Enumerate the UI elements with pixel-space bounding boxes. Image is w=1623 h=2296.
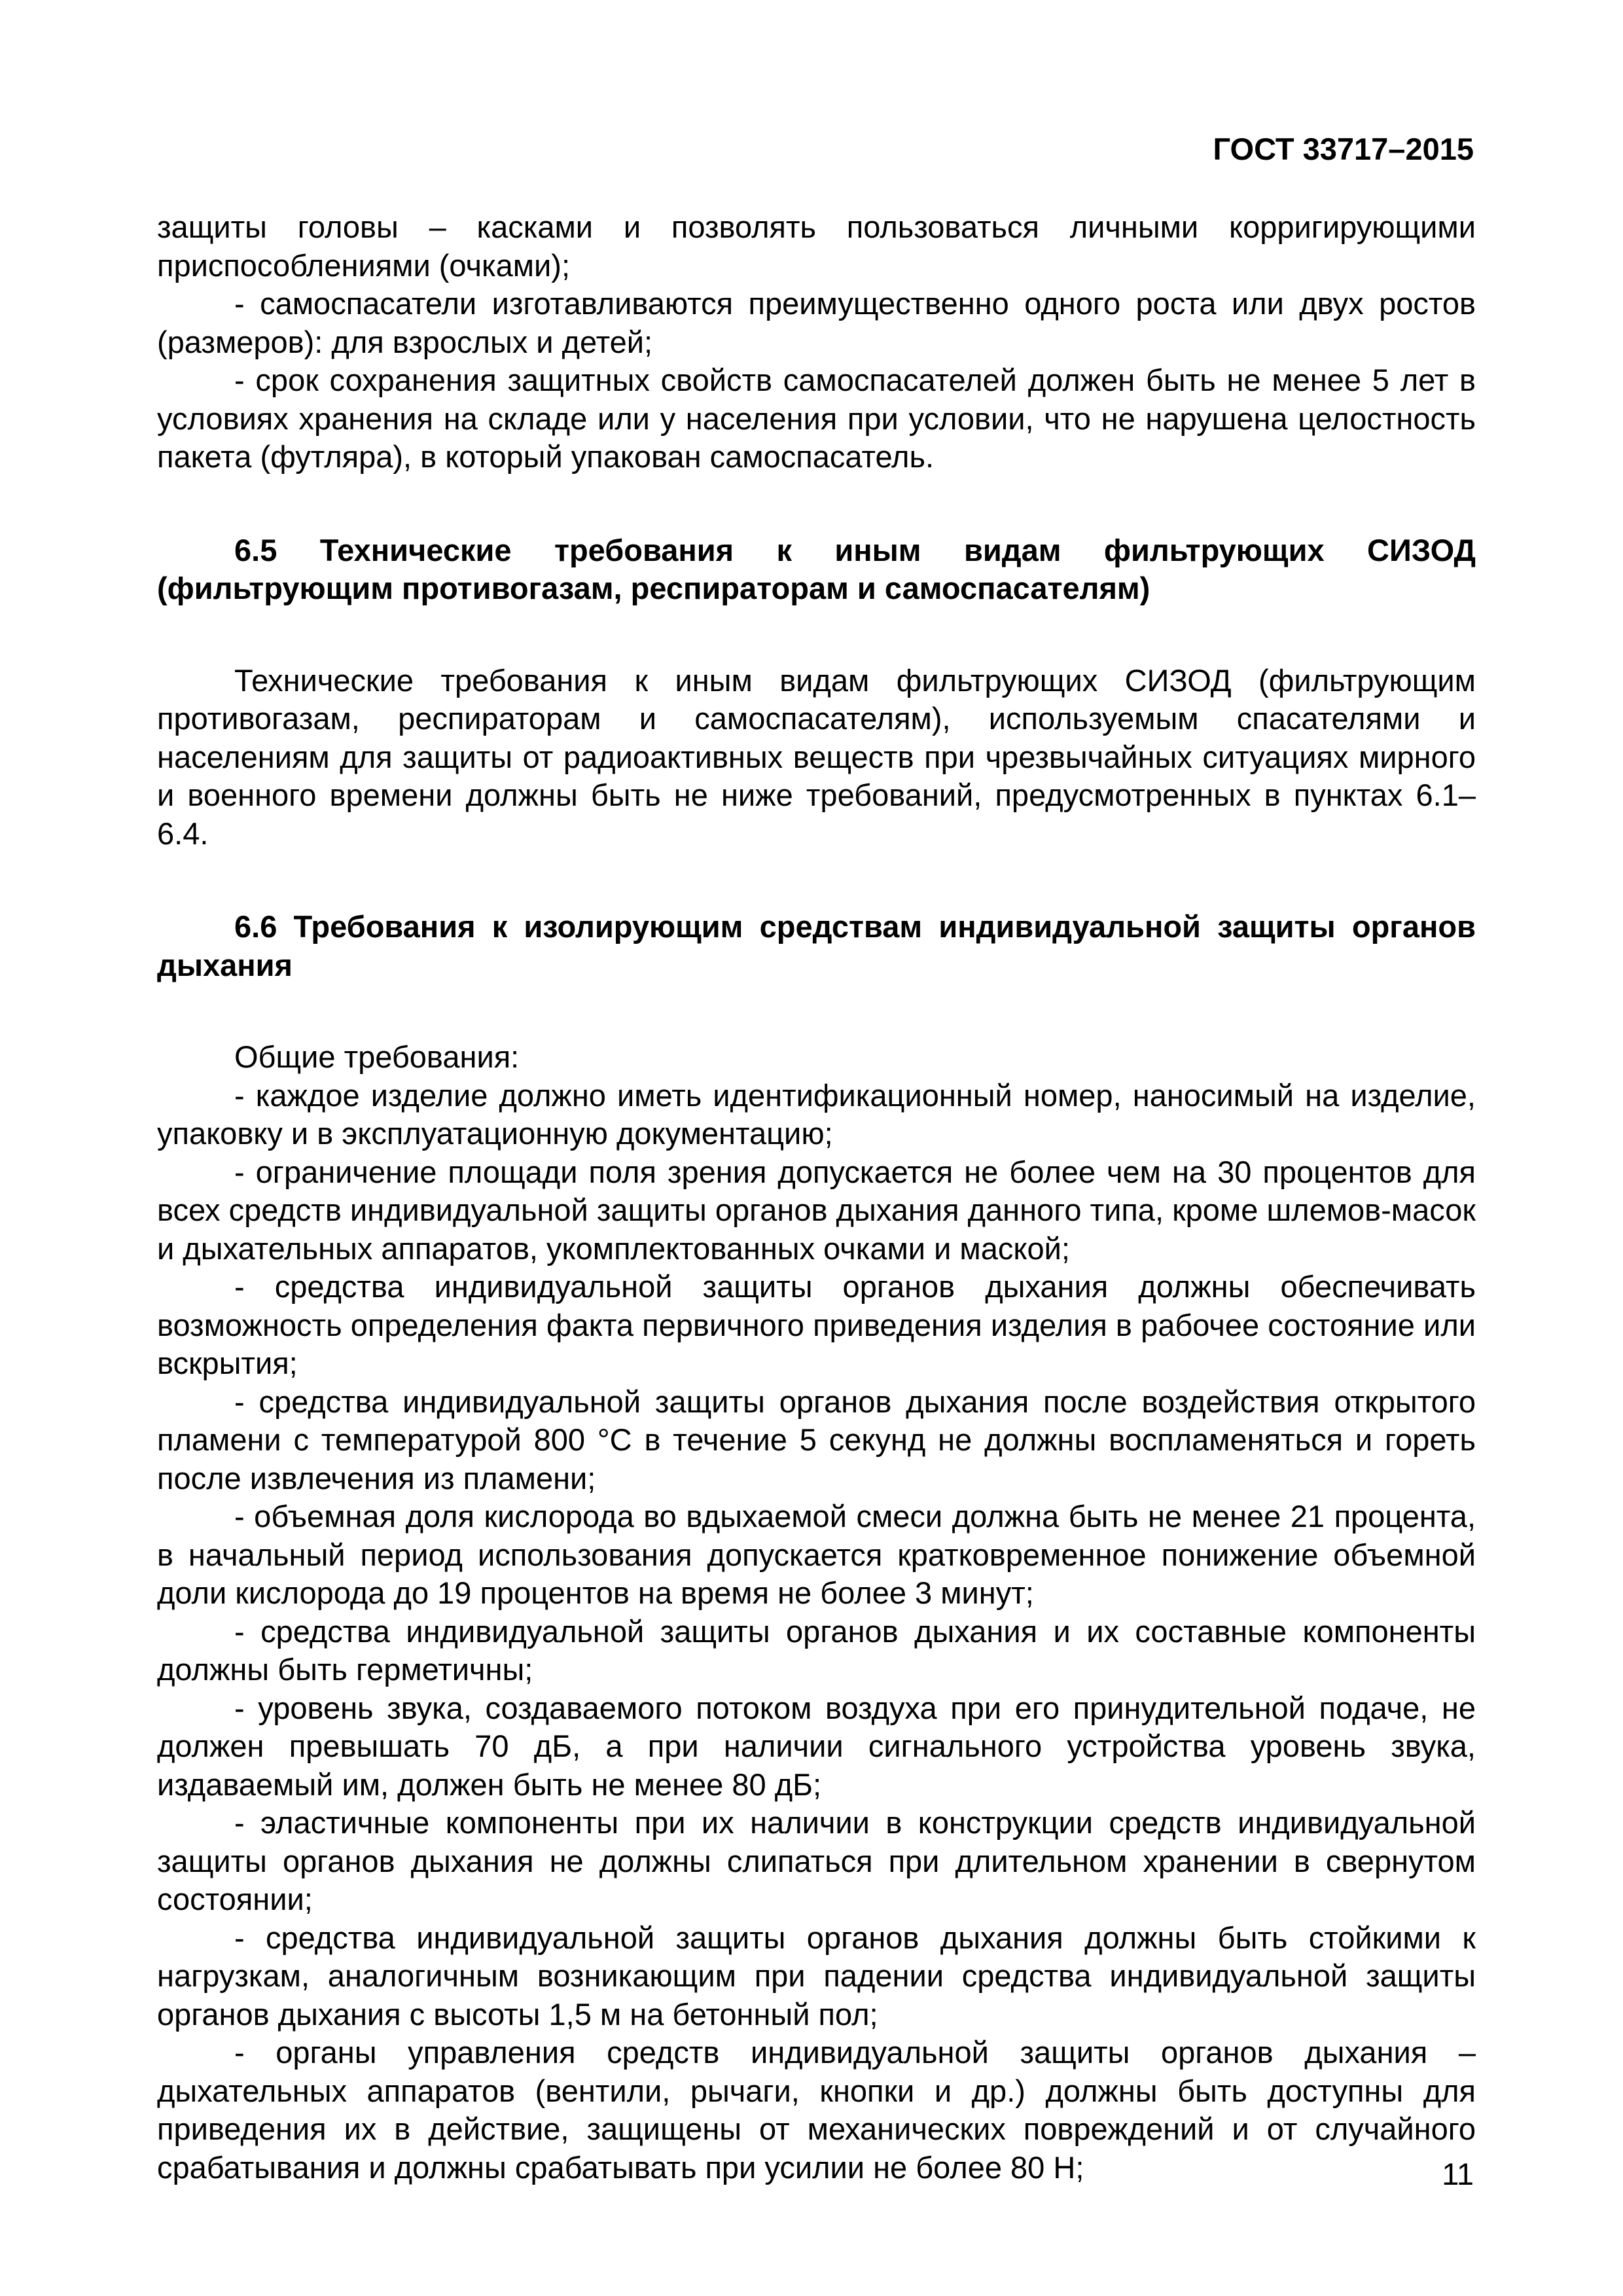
standard-code-header: ГОСТ 33717–2015: [1213, 132, 1474, 166]
list-item: - средства индивидуальной защиты органов дыхания должны обеспечивать возможность определения факта первичного приведения изделия в рабочее состояние или вскрытия;: [157, 1269, 1476, 1380]
section-heading-6-5: 6.5 Технические требования к иным видам фильтрующих СИЗОД (фильтрующим противогазам, респираторам и самоспасателям): [157, 532, 1476, 605]
list-item: - уровень звука, создаваемого потоком воздуха при его принудительной подаче, не должен превышать 70 дБ, а при наличии сигнального устройства уровень звука, издаваемый им, должен быть не менее 80 дБ;: [157, 1690, 1476, 1802]
list-item: - срок сохранения защитных свойств самоспасателей должен быть не менее 5 лет в условиях хранения на складе или у населения при условии, что не нарушена целостность пакета (футляра), в который упакован самоспасатель.: [157, 363, 1476, 474]
list-item: - ограничение площади поля зрения допускается не более чем на 30 процентов для всех средств индивидуальной защиты органов дыхания данного типа, кроме шлемов-масок и дыхательных аппаратов, укомплектованных очками и маской;: [157, 1154, 1476, 1266]
section-heading-6-6: 6.6 Требования к изолирующим средствам индивидуальной защиты органов дыхания: [157, 909, 1476, 982]
document-body: [157, 208, 1476, 2187]
list-item: - средства индивидуальной защиты органов дыхания должны быть стойкими к нагрузкам, аналогичным возникающим при падении средства индивидуальной защиты органов дыхания с высоты 1,5 м на бетонный пол;: [157, 1920, 1476, 2032]
list-item: - органы управления средств индивидуальной защиты органов дыхания – дыхательных аппаратов (вентили, рычаги, кнопки и др.) должны быть доступны для приведения их в действие, защищены от механических повреждений и от случайного срабатывания и должны срабатывать при усилии не более 80 Н;: [157, 2035, 1476, 2185]
list-item: - самоспасатели изготавливаются преимущественно одного роста или двух ростов (размеров): для взрослых и детей;: [157, 286, 1476, 359]
list-item: - эластичные компоненты при их наличии в конструкции средств индивидуальной защиты органов дыхания не должны слипаться при длительном хранении в свернутом состоянии;: [157, 1805, 1476, 1916]
list-item: - средства индивидуальной защиты органов дыхания после воздействия открытого пламени с температурой 800 °С в течение 5 секунд не должны воспламеняться и гореть после извлечения из пламени;: [157, 1384, 1476, 1496]
paragraph-general-requirements: Общие требования:: [234, 1039, 520, 1074]
list-item: - объемная доля кислорода во вдыхаемой смеси должна быть не менее 21 процента, в начальный период использования допускается кратковременное понижение объемной доли кислорода до 19 процентов на время не более 3 минут;: [157, 1499, 1476, 1610]
page-number: 11: [1442, 2157, 1474, 2191]
paragraph-continuation: защиты головы – касками и позволять пользоваться личными корригирующими приспособлениями (очками);: [157, 209, 1476, 283]
paragraph: Технические требования к иным видам фильтрующих СИЗОД (фильтрующим противогазам, респираторам и самоспасателям), используемым спасателями и населениям для защиты от радиоактивных веществ при чрезвычайных ситуациях мирного и военного времени должны быть не ниже требований, предусмотренных в пунктах 6.1–6.4.: [157, 662, 1476, 851]
list-item: - средства индивидуальной защиты органов дыхания и их составные компоненты должны быть герметичны;: [157, 1613, 1476, 1687]
list-item: - каждое изделие должно иметь идентификационный номер, наносимый на изделие, упаковку и в эксплуатационную документацию;: [157, 1077, 1476, 1151]
